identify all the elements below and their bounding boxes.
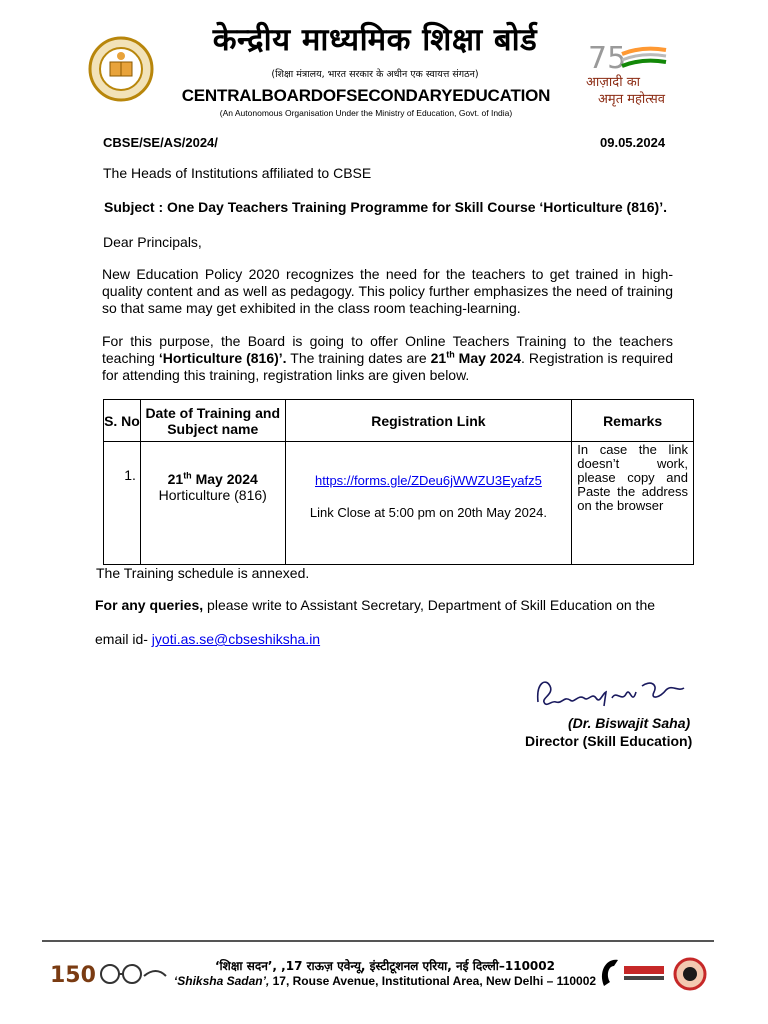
table-header-row (104, 400, 694, 442)
board-title-english: CENTRALBOARDOFSECONDARYEDUCATION (181, 86, 551, 105)
footer-divider (42, 940, 714, 942)
signatory-name: (Dr. Biswajit Saha) (568, 715, 691, 731)
salutation: Dear Principals, (103, 234, 202, 250)
subject-line: Subject : One Day Teachers Training Programme for Skill Course ‘Horticulture (816)’. (104, 199, 668, 215)
registration-table (103, 399, 694, 565)
cell-registration-link (285, 442, 572, 565)
svg-text:150: 150 (50, 963, 96, 988)
footer-right-logos (596, 952, 708, 996)
board-subtitle-english: (An Autonomous Organisation Under the Ministry of Education, Govt. of India) (219, 108, 513, 118)
signatory-title: Director (Skill Education) (525, 733, 693, 749)
subject-name: Horticulture (816) (158, 487, 267, 503)
letter-date: 09.05.2024 (600, 135, 666, 150)
table-row (104, 442, 694, 565)
paragraph-policy: New Education Policy 2020 recognizes the need for the teachers to get trained in high-quality content and as well as pedagogy. This policy further emphasizes the need of training so that same may get exhibited in the class room teaching-learning. (102, 266, 673, 316)
cell-remarks: In case the link doesn’t work, please copy and Paste the address on the browser (572, 442, 694, 565)
cell-date-subject (140, 442, 285, 565)
paragraph-training: For this purpose, the Board is going to offer Online Teachers Training to the teachers teaching ‘Horticulture (816)’. The training dates are 21th May 2024. Registration is required for attending this training, registration links are given below. (102, 333, 673, 383)
annex-note: The Training schedule is annexed. (96, 565, 310, 581)
cbse-logo (88, 36, 154, 102)
signature (532, 672, 692, 718)
addressee: The Heads of Institutions affiliated to CBSE (103, 165, 372, 181)
reference-number: CBSE/SE/AS/2024/ (103, 135, 218, 150)
board-title-hindi: केन्द्रीय माध्यमिक शिक्षा बोर्ड (212, 22, 538, 58)
email-line: email id- jyoti.as.se@cbseshiksha.in (95, 631, 321, 647)
registration-link[interactable]: https://forms.gle/ZDeu6jWWZU3Eyafz5 (315, 473, 542, 488)
queries-line: For any queries, please write to Assistant Secretary, Department of Skill Education on the (95, 597, 656, 613)
footer-left-logos (48, 956, 168, 992)
email-link[interactable]: jyoti.as.se@cbseshiksha.in (151, 631, 321, 647)
header-remarks: Remarks (572, 400, 694, 442)
link-close-note: Link Close at 5:00 pm on 20th May 2024. (309, 505, 547, 520)
training-date: 21th May 2024 (167, 470, 258, 487)
footer-address-hindi: ‘शिक्षा सदन’, ,17 राऊज़ एवेन्यू, इंस्टीटूशनल एरिया, नई दिल्ली–110002 (215, 959, 555, 973)
header-sno: S. No (104, 400, 141, 442)
board-subtitle-hindi: (शिक्षा मंत्रालय, भारत सरकार के अधीन एक स्वायत्त संगठन) (271, 69, 479, 80)
header-date-subject: Date of Training and Subject name (140, 400, 285, 442)
header-registration-link: Registration Link (285, 400, 572, 442)
svg-text:75: 75 (588, 41, 627, 76)
azadi-text-line1: आज़ादी का (586, 75, 641, 90)
cell-sno: 1. (104, 442, 141, 565)
footer-address-english: ‘Shiksha Sadan’, 17, Rouse Avenue, Institutional Area, New Delhi – 110002 (173, 974, 597, 988)
azadi-text-line2: अमृत महोत्सव (598, 92, 666, 107)
